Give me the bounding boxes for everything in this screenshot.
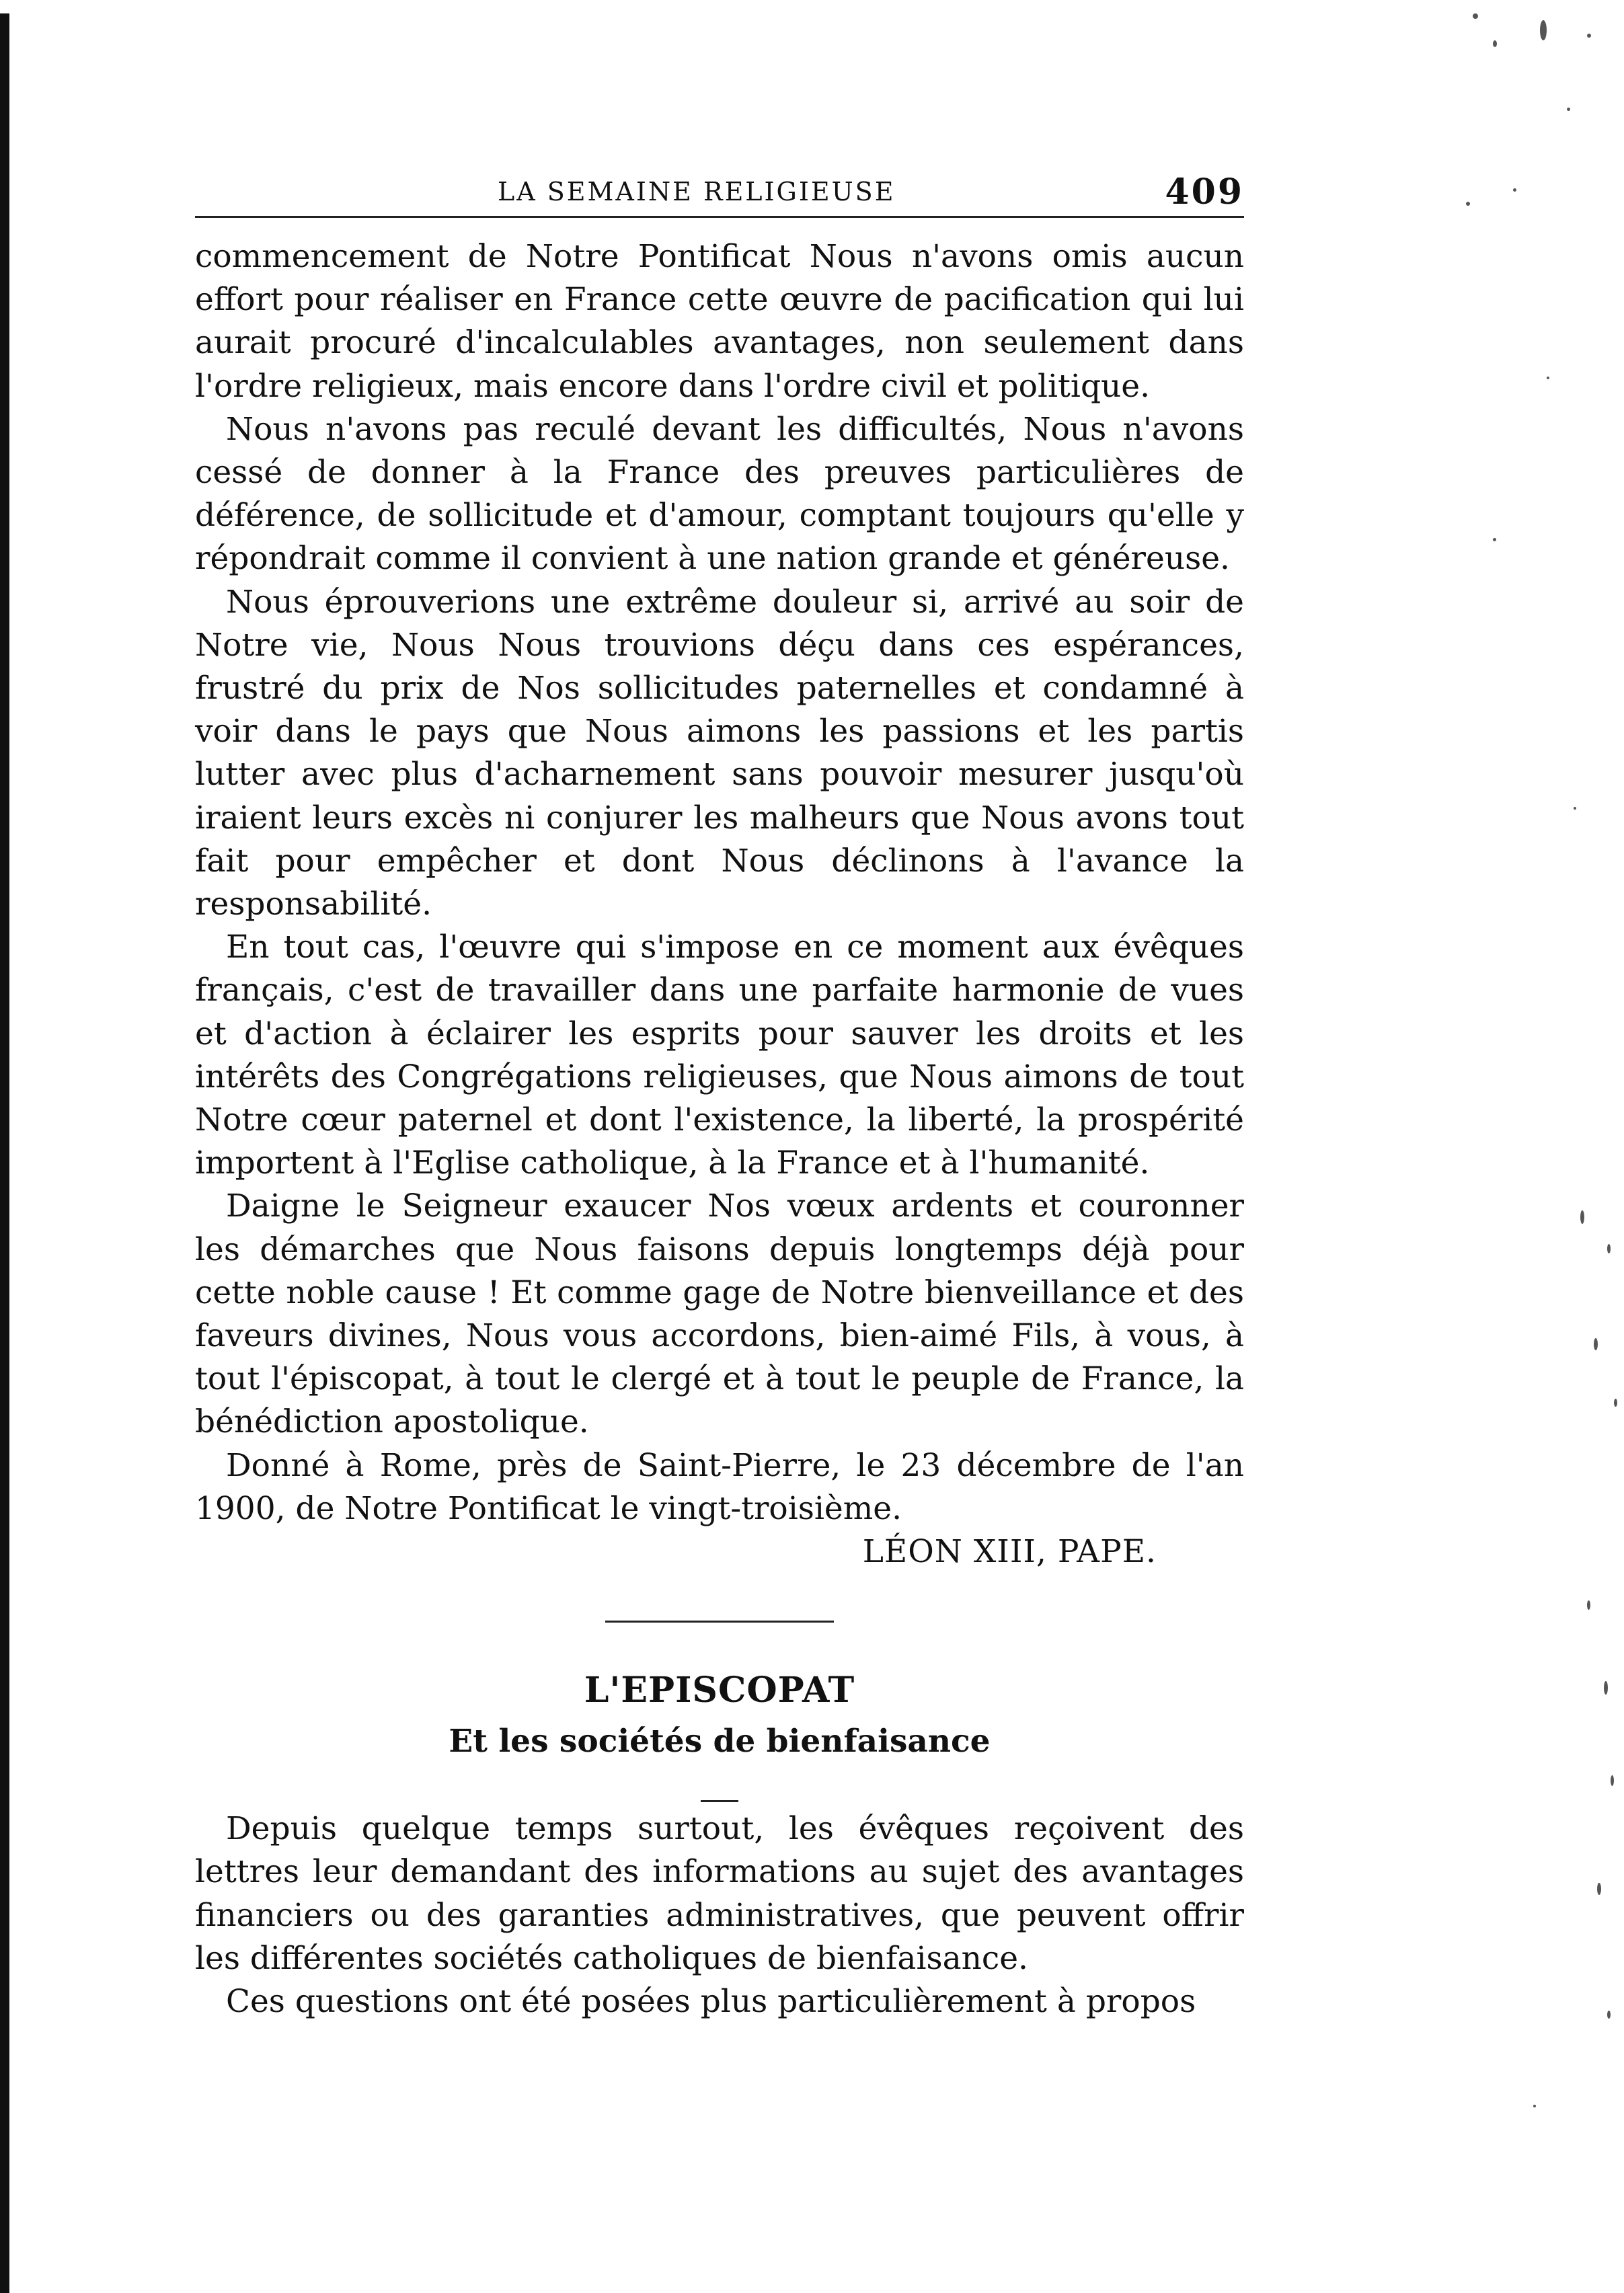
running-head: LA SEMAINE RELIGIEUSE (498, 177, 896, 206)
paragraph: Ces questions ont été posées plus particulièrement à propos (226, 1982, 1196, 2020)
page-header (195, 171, 1244, 218)
letter-body (195, 235, 1244, 1573)
paragraph: Nous éprouverions une extrême douleur si, arrivé au soir de Notre vie, Nous Nous trouvions déçu dans ces espérances, frustré du prix de Nos sollicitudes paternelles et condamné à voir dans le pays que Nous aimons les passions et les partis lutter avec plus d'acharnement sans pouvoir mesurer jusqu'où iraient leurs excès ni conjurer les malheurs que Nous avons tout fait pour empêcher et dont Nous déclinons à l'avance la responsabilité. (195, 583, 1244, 923)
page-edge-shadow (0, 13, 9, 2293)
page-number: 409 (1165, 171, 1244, 212)
signature: LÉON XIII, PAPE. (862, 1533, 1157, 1571)
scan-noise (1453, 0, 1624, 2293)
page-content (195, 171, 1244, 2023)
paragraph: Depuis quelque temps surtout, les évêques reçoivent des lettres leur demandant des informations au sujet des avantages financiers ou des garanties administratives, que peuvent offrir les différentes sociétés catholiques de bienfaisance. (195, 1810, 1244, 1977)
paragraph: En tout cas, l'œuvre qui s'impose en ce moment aux évêques français, c'est de travailler dans une parfaite harmonie de vues et d'action à éclairer les esprits pour sauver les droits et les intérêts des Congrégations religieuses, que Nous aimons de tout Notre cœur paternel et dont l'existence, la liberté, la prospérité importent à l'Eglise catholique, à la France et à l'humanité. (195, 929, 1244, 1182)
subtitle-dash (701, 1800, 738, 1802)
paragraph: Nous n'avons pas reculé devant les difficultés, Nous n'avons cessé de donner à la France des preuves particulières de déférence, de sollicitude et d'amour, comptant toujours qu'elle y répondrait comme il convient à une nation grande et généreuse. (195, 410, 1244, 578)
paragraph: Donné à Rome, près de Saint-Pierre, le 23 décembre de l'an 1900, de Notre Pontificat le vingt-troisième. (195, 1446, 1244, 1527)
section-divider (605, 1621, 834, 1623)
paragraph: commencement de Notre Pontificat Nous n'avons omis aucun effort pour réaliser en France cette œuvre de pacification qui lui aurait procuré d'incalculables avantages, non seulement dans l'ordre religieux, mais encore dans l'ordre civil et politique. (195, 238, 1244, 405)
section-title: L'EPISCOPAT (584, 1670, 855, 1711)
section-subtitle: Et les sociétés de bienfaisance (449, 1723, 991, 1760)
section-body (195, 1808, 1244, 2023)
paragraph: Daigne le Seigneur exaucer Nos vœux ardents et couronner les démarches que Nous faisons depuis longtemps déjà pour cette noble cause ! Et comme gage de Notre bienveillance et des faveurs divines, Nous vous accordons, bien-aimé Fils, à vous, à tout l'épiscopat, à tout le clergé et à tout le peuple de France, la bénédiction apostolique. (195, 1188, 1244, 1441)
